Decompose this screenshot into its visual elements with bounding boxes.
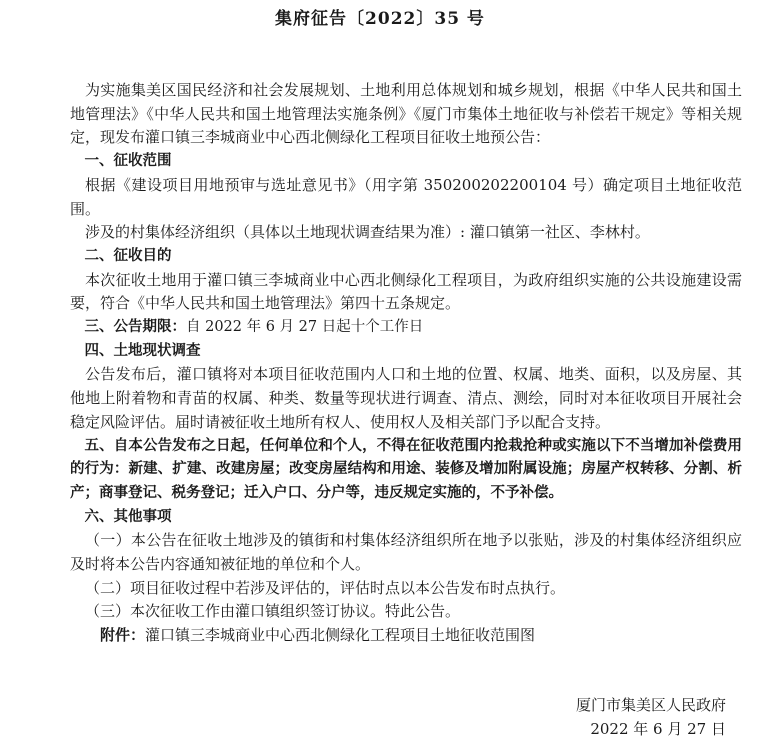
section-3-line [70,316,742,340]
attachment-title: 灌口镇三李城商业中心西北侧绿化工程项目土地征收范围图 [145,626,536,645]
section-4-heading: 四、土地现状调查 [84,342,201,359]
section-3-text: 自 2022 年 6 月 27 日起十个工作日 [186,319,424,336]
section-5-paragraph: 五、自本公告发布之日起，任何单位和个人，不得在征收范围内抢栽抢种或实施以下不当增加补偿费用的行为：新建、扩建、改建房屋；改变房屋结构和用途、装修及增加附属设施；房屋产权转移、分割、析产；商事登记、税务登记；迁入户口、分户等，违反规定实施的，不予补偿。 [70,437,742,501]
section-3-heading: 三、公告期限： [84,319,186,336]
intro-paragraph: 为实施集美区国民经济和社会发展规划、土地利用总体规划和城乡规划，根据《中华人民共和国土地管理法》《中华人民共和国土地管理法实施条例》《厦门市集体土地征收与补偿若干规定》等相关规定，现发布灌口镇三李城商业中心西北侧绿化工程项目征收土地预公告： [70,81,742,147]
issue-date: 2022 年 6 月 27 日 [590,720,726,738]
section-1-heading: 一、征收范围 [84,153,172,170]
document-number-title: 集府征告〔2022〕35 号 [275,9,485,29]
attachment-line [70,624,742,648]
signature-block [576,693,726,741]
attachment-label: 附件： [100,626,146,645]
section-6-item-3: （三）本次征收工作由灌口镇组织签订协议。特此公告。 [85,602,461,621]
announcement-body [70,79,742,648]
section-2-paragraph: 本次征收土地用于灌口镇三李城商业中心西北侧绿化工程项目，为政府组织实施的公共设施建设需要，符合《中华人民共和国土地管理法》第四十五条规定。 [70,270,742,313]
section-1-paragraph-1: 根据《建设项目用地预审与选址意见书》（用字第 350200202200104 号）确定项目土地征收范围。 [70,175,742,218]
section-6-heading: 六、其他事项 [84,508,172,525]
section-6-item-2: （二）项目征收过程中若涉及评估的，评估时点以本公告发布时点执行。 [85,578,566,597]
section-6-item-1: （一）本公告在征收土地涉及的镇街和村集体经济组织所在地予以张贴，涉及的村集体经济组织应及时将本公告内容通知被征地的单位和个人。 [70,531,742,574]
section-1-paragraph-2: 涉及的村集体经济组织（具体以土地现状调查结果为准）: 灌口镇第一社区、李林村。 [85,223,650,242]
section-4-paragraph: 公告发布后，灌口镇将对本项目征收范围内人口和土地的位置、权属、地类、面积，以及房屋、其他地上附着物和青苗的权属、种类、数量等现状进行调查、清点、测绘，同时对本征收项目开展社会稳定风险评估。届时请被征收土地所有权人、使用权人及相关部门予以配合支持。 [70,365,742,431]
section-2-heading: 二、征收目的 [84,247,172,264]
issuing-organization: 厦门市集美区人民政府 [575,696,726,714]
